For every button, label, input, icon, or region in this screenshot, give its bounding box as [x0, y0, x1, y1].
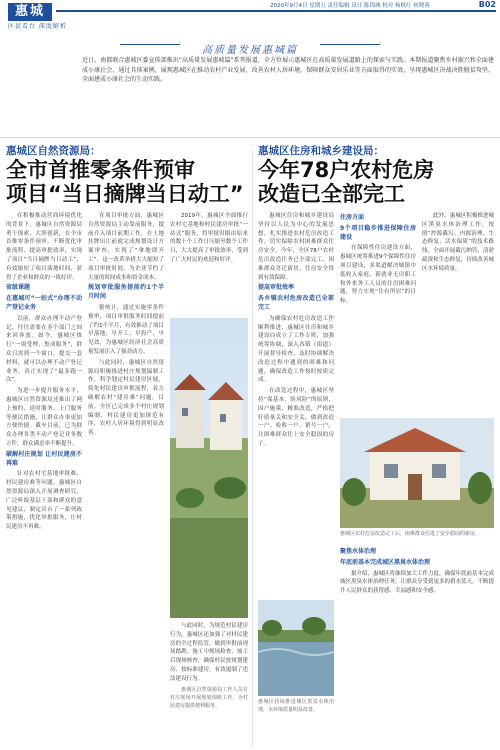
article2-paragraph: 在保障性住房建设方面，惠城区统筹推进9个保障性住房项目建设，多渠道解决城镇中低收入家庭、新就业无房职工和外来务工人员的住房困难问题，努力实现“住有所居”的目标。 — [340, 245, 416, 305]
article2-column-2 — [340, 212, 416, 412]
page-number: B02 — [478, 0, 496, 9]
article2-paragraph: 惠城区住房和城乡建设局坚持以人民为中心的发展思想，扎实推进农村危房改造工作，切实保障农村困难群众住房安全。今年，全区78户农村危房改造任务已全部完工，困难群众喜迁新居，住房安全得到有效保障。 — [258, 213, 334, 281]
article1-paragraph: 与此同时，为规范村民建房行为，惠城区还加强了对村民建房的全过程监管，做到审批前现场踏勘、施工中现场检查、竣工后现场核查，确保村民按规划建房、按标准建房，有效遏制了违法建设行为。 — [170, 623, 248, 682]
house-photo-image — [340, 418, 494, 528]
article1-column-3-top — [170, 212, 248, 312]
article2-column-bottom — [340, 546, 494, 746]
article2-column-3 — [422, 212, 494, 412]
article1-paragraph: 据统计，通过实施零条件预审，项目审批服务时间提前了约1个半月，有效推动了项目早落地、早开工、早投产、早见效，为惠城区经济社会高质量发展注入了强劲动力。 — [88, 304, 164, 355]
article1-paragraph: 2019年，惠城区全面推行农村宅基地和村民建房审批“一站式”服务，将审批时限由原来的数十个工作日压缩至数个工作日，大大提高了审批效率，受到了广大村民的欢迎和好评。 — [170, 213, 248, 263]
logo-tagline: 区县看台 深度解析 — [8, 23, 67, 30]
article2-title — [258, 158, 498, 206]
article1-photo-caption: 惠城区自然资源局工作人员在村庄现场开展规划调研工作，为村民建房提供便利服务。 — [170, 686, 248, 709]
header-rule — [56, 10, 496, 12]
article2-subhead: 9个项目稳步推进保障住房建设 — [340, 224, 416, 241]
article2-paragraph: 据介绍，惠城区将继续加大工作力度，确保年底前基本完成城区黑臭水体治理任务，让群众享受到更多的碧水蓝天，不断提升人民群众的获得感、幸福感和安全感。 — [340, 570, 494, 595]
article1-title — [6, 158, 246, 206]
article1-column-1 — [6, 212, 82, 746]
article2-title-line1: 今年78户农村危房 — [258, 158, 435, 182]
edition-info: 2020年9月4日 星期五 责任编辑 设计 陈锦城 校对 杨秋红 何晓蓉 — [270, 3, 430, 9]
article2-title-line2: 改造已全部完工 — [258, 182, 405, 206]
article2-photo-house — [340, 418, 494, 528]
article1-subhead: 在惠城可“一站式”办理不动产登记业务 — [6, 295, 82, 311]
article1-photo — [170, 318, 248, 618]
village-photo-image — [170, 318, 248, 618]
article1-column-3-bottom — [170, 622, 248, 746]
article2-paragraph: 为确保农村危房改造工作顺利推进，惠城区住房和城乡建设局成立了工作专班，加强统筹协调，深入各镇（街道）开展督导检查，及时协调解决改造过程中遇到的困难和问题，确保改造工作按时按质完成。 — [258, 315, 334, 384]
article2-photo3-caption: 惠城区持续推进城区黑臭水体治理，水环境质量明显改善。 — [258, 699, 334, 713]
article1-column-2 — [88, 212, 164, 746]
section-heading — [0, 38, 500, 56]
article1-title-line2: 项目“当日摘牌当日动工” — [6, 182, 244, 206]
article2-subhead: 年底前基本完成城区黑臭水体治理 — [340, 558, 431, 566]
article1-subhead: 规划审批服务提前约1个半月时间 — [88, 284, 164, 301]
heading-right-rule — [320, 44, 380, 45]
article1-paragraph: 以前，群众办理不动产登记，往往需要在多个部门之间来回奔波。如今，惠城区推行“一窗受理、集成服务”，群众只需到一个窗口，提交一套材料，就可以办理不动产登记业务，真正实现了“最多跑一次”。 — [6, 315, 82, 384]
article2-subhead: 各乡镇农村危房改造已全部完工 — [258, 295, 334, 311]
article1-subhead: 省级课题 — [6, 284, 31, 292]
article2-paragraph: 在改造过程中，惠城区坚持“保基本、防风险”的原则，因户施策、精准改造，严格把好质量关和安全关，做到改造一户、验收一户、销号一户，让困难群众住上安全稳固的房子。 — [258, 388, 334, 447]
section-divider — [0, 137, 500, 138]
article2-photo-caption: 惠城区农村危房改造完工后，困难群众住进了安全稳固的新房。 — [340, 531, 481, 537]
article1-label: 惠城区自然资源局： — [6, 145, 101, 157]
article1-paragraph: 针对农村宅基地审批难、村民建房难等问题，惠城区自然资源局深入开展调查研究，广泛听取基层干部和群众的意见建议，制定出台了一系列政策措施，优化审批服务，让村民建房不再难。 — [6, 471, 82, 531]
river-photo-image — [258, 600, 334, 696]
section-title: 高质量发展惠城篇 — [202, 45, 298, 56]
article1-paragraph: 为进一步提升服务水平，惠城区自然资源局还推出了网上预约、延时服务、上门服务等便民措施，让群众办事更加方便快捷。截至目前，已为群众办理各类不动产登记业务数万件，群众满意率不断提升。 — [6, 388, 82, 447]
article1-title-line1: 全市首推零条件预审 — [6, 158, 195, 182]
heading-left-rule — [120, 44, 180, 45]
article1-paragraph: 在积极推动营商环境优化的背景下，惠城区自然资源局勇于探索、大胆创新，在全市首推零条件预审，不断优化审批流程、提高审批效率，实现了项目“当日摘牌当日动工”，有效缩短了项目落地时间，获得了企业和群众的一致好评。 — [6, 213, 82, 281]
article1-paragraph: 与此同时，惠城区自然资源局积极推进村庄规划编制工作，科学划定村民建房区域，简化村民建房审批流程，着力破解农村“建房难”问题。目前，全区已完成多个村庄规划编制，村民建房更加规范有序，农村人居环境得到明显改善。 — [88, 359, 164, 437]
article2-subhead: 聚焦水体治理 — [340, 548, 377, 555]
masthead — [0, 0, 500, 30]
article2-subhead: 住房方面 — [340, 214, 365, 221]
article2-photo-river — [258, 600, 334, 696]
article2-subhead: 提高审批效率 — [258, 284, 295, 292]
article1-paragraph: 在项目审批方面，惠城区自然资源局主动靠前服务，提前介入项目前期工作，在土地挂牌出让前就完成规划设计方案审查，实现了“拿地即开工”。这一改革举措大大缩短了项目审批时间，为企业节约了大量的时间成本和资金成本。 — [88, 213, 164, 281]
newspaper-logo: 惠城 — [8, 3, 52, 21]
article2-label: 惠城区住房和城乡建设局： — [258, 145, 384, 157]
intro-text: 近日，南都联合惠城区委宣传部推出“高质量发展惠城篇”系列报道，全方位展示惠城区在高质量发展道路上的探索与实践。本期报道聚焦乡村振兴和全面建成小康社会，通过具体案例，展现惠城区在推动农村产业发展、改善农村人居环境、保障群众安居乐业等方面取得的实效，呈现惠城区决战决胜脱贫攻坚、全面建成小康社会的生动实践。 — [82, 57, 494, 84]
article1-subhead: 破解村庄规划 让村民建房不再难 — [6, 450, 82, 467]
article2-paragraph: 此外，惠城区积极推进城区黑臭水体治理工作，按照“控源截污、内源治理、生态修复、活水保质”的技术路线，全面开展截污纳管、清淤疏浚和生态修复，持续改善城区水环境质量。 — [422, 213, 494, 272]
article-separator — [252, 150, 253, 746]
